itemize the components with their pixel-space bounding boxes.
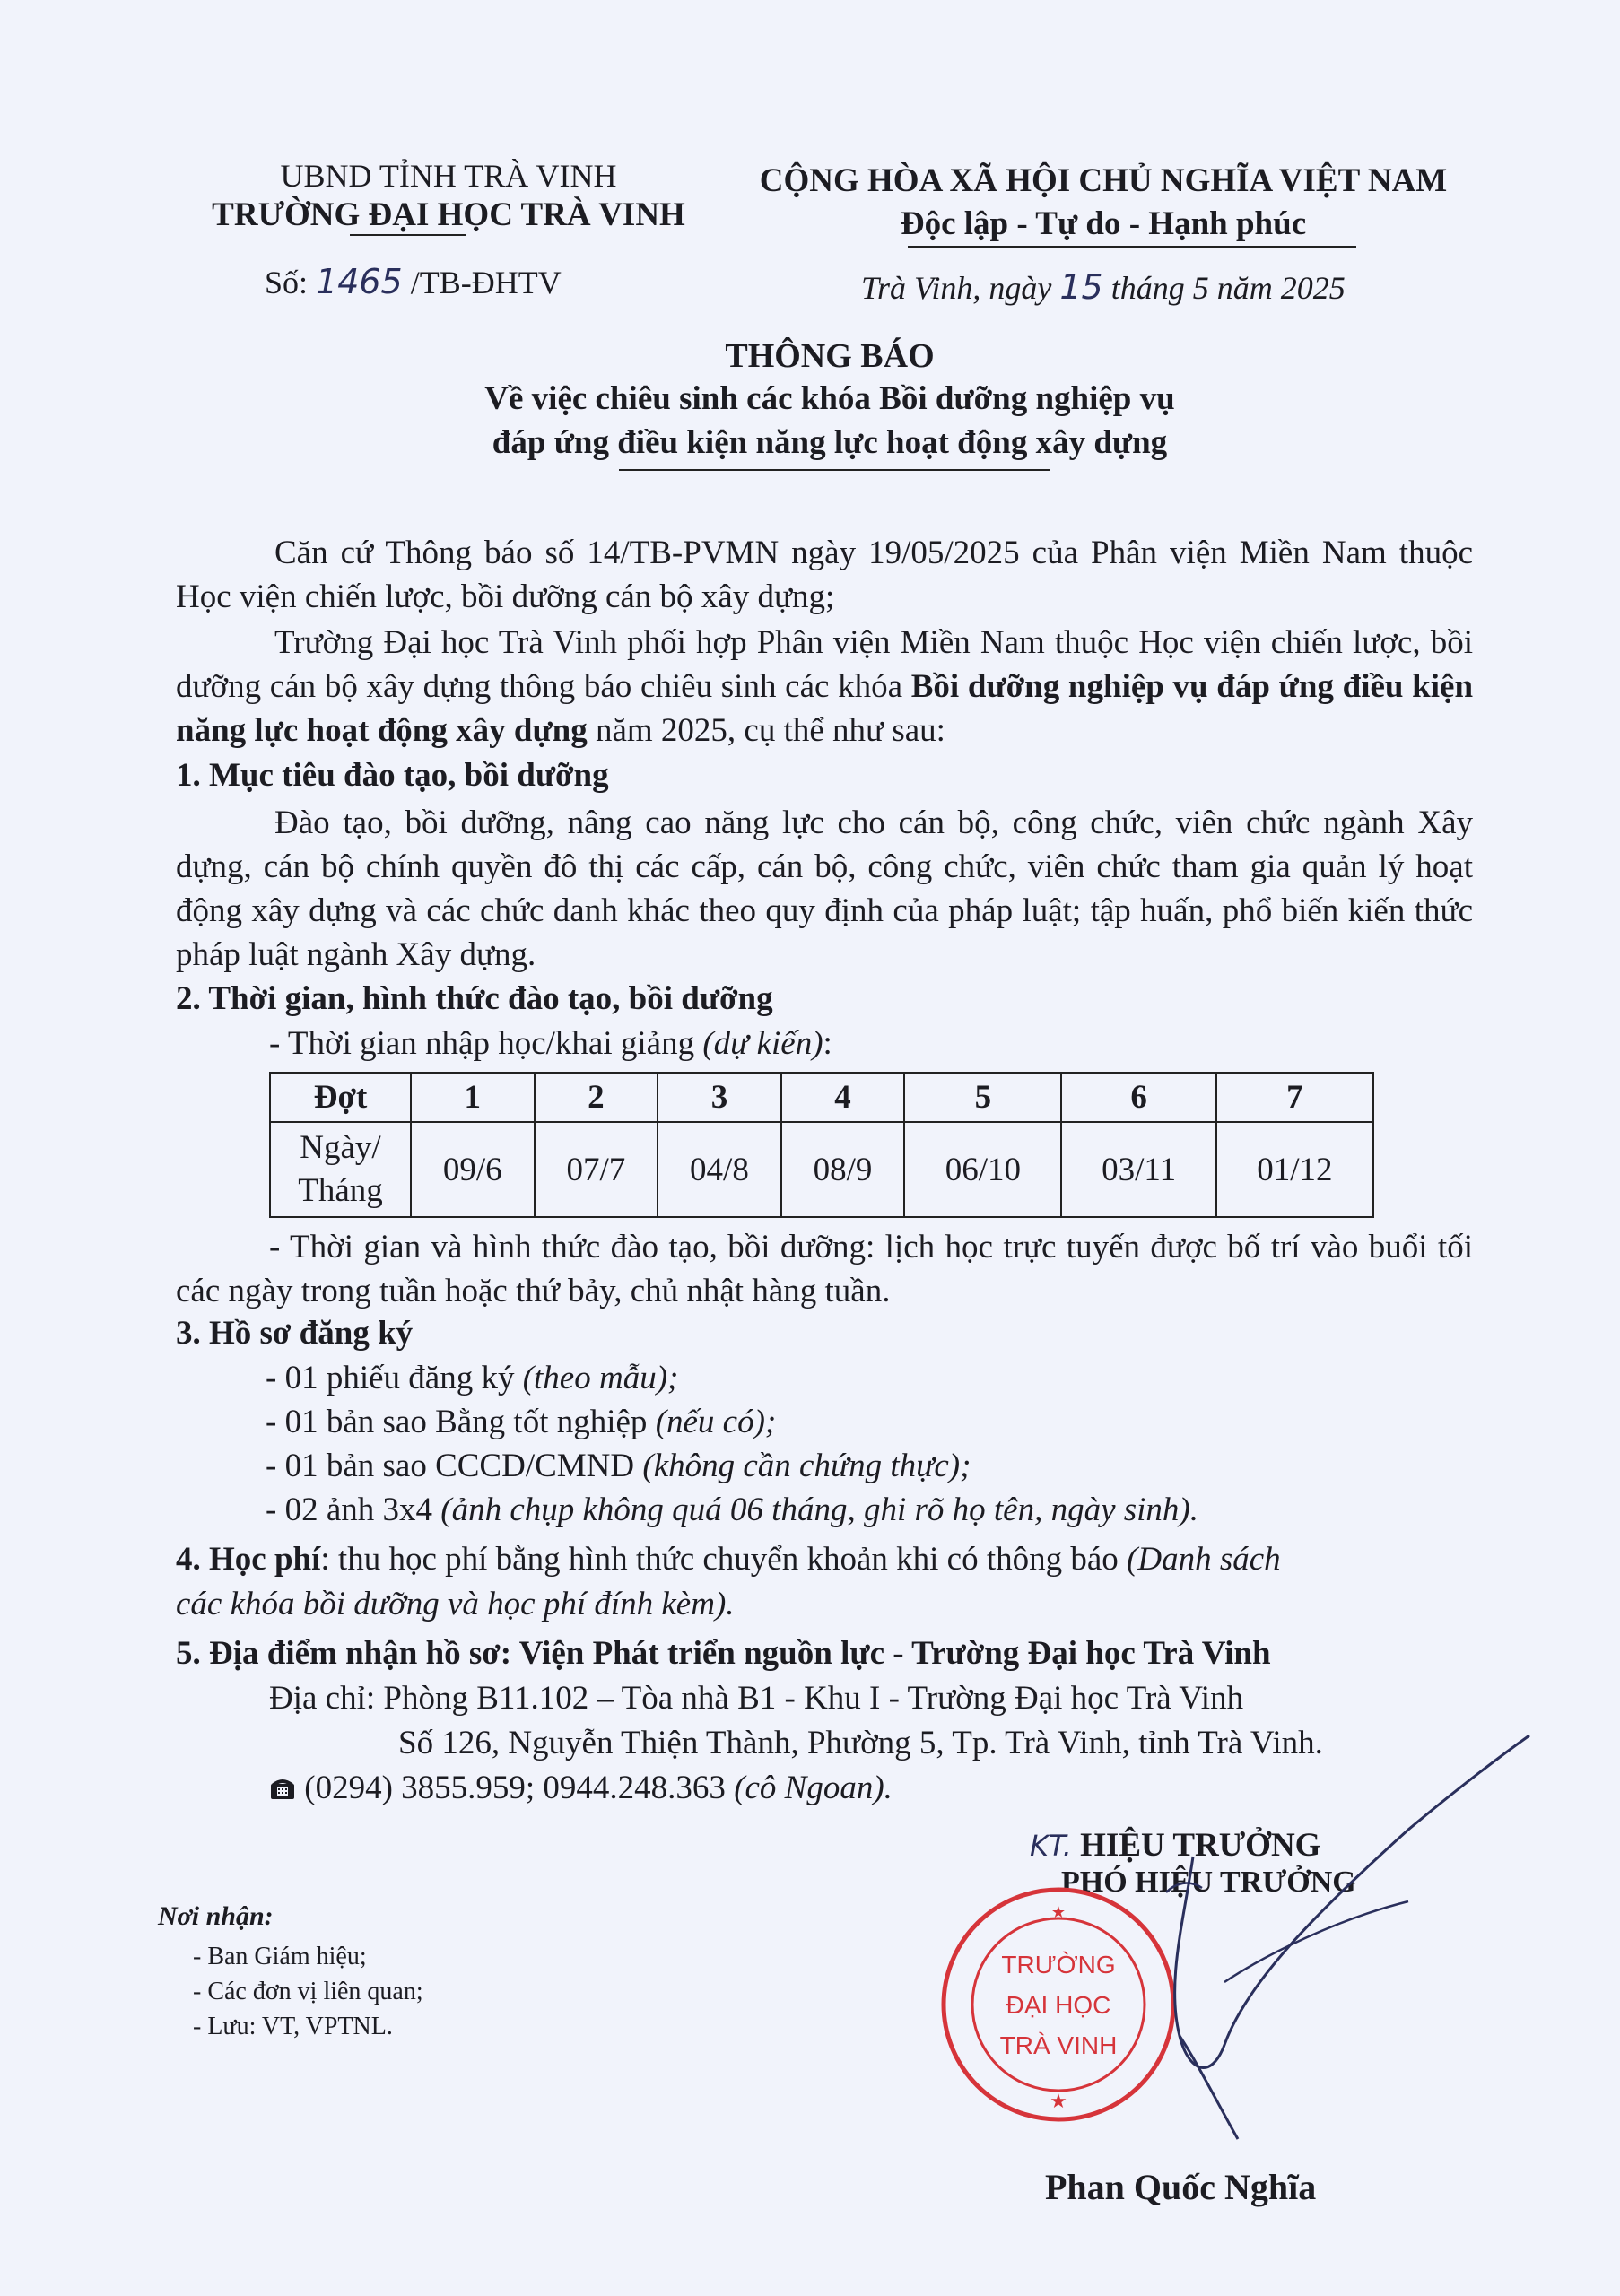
header-underline-left xyxy=(350,234,466,236)
seal-text-line2: ĐẠI HỌC xyxy=(1006,1991,1111,2019)
doc-no-handwritten: 1465 xyxy=(316,262,403,301)
recipient-item: - Lưu: VT, VPTNL. xyxy=(193,2013,393,2040)
document-item xyxy=(266,1447,971,1485)
section5-address2: Số 126, Nguyễn Thiện Thành, Phường 5, Tp. Trà Vinh, tỉnh Trà Vinh. xyxy=(398,1725,1323,1761)
schedule-batch: 4 xyxy=(781,1073,905,1122)
intro-p2-end: năm 2025, cụ thể như sau: xyxy=(595,712,945,749)
handwritten-signature xyxy=(1032,1686,1534,2152)
item-note: (theo mẫu); xyxy=(522,1360,679,1396)
document-item xyxy=(266,1403,776,1441)
schedule-batch: 3 xyxy=(658,1073,781,1122)
schedule-batch: 2 xyxy=(535,1073,658,1122)
schedule-date: 07/7 xyxy=(535,1122,658,1217)
university-name: TRƯỜNG ĐẠI HỌC TRÀ VINH xyxy=(212,196,685,233)
section4-note-line1: (Danh sách xyxy=(1127,1541,1281,1578)
item-text: - 01 phiếu đăng ký xyxy=(266,1360,515,1396)
svg-text:★: ★ xyxy=(1050,2090,1067,2112)
section4-line1 xyxy=(176,1540,1281,1578)
agency-name: UBND TỈNH TRÀ VINH xyxy=(280,158,617,194)
signature-prefix-handwritten: KT. xyxy=(1030,1829,1072,1863)
section5-heading: 5. Địa điểm nhận hồ sơ: Viện Phát triển nguồn lực - Trường Đại học Trà Vinh xyxy=(176,1635,1271,1672)
schedule-date-row xyxy=(270,1122,1373,1217)
document-title: THÔNG BÁO xyxy=(725,337,935,375)
svg-text:★: ★ xyxy=(1050,1903,1067,1921)
recipient-item: - Các đơn vị liên quan; xyxy=(193,1978,423,2005)
intro-p2-text: Trường Đại học Trà Vinh phối hợp Phân viện Miền Nam thuộc Học viện chiến lược, bồi dưỡng cán bộ xây dựng thông báo chiêu sinh các khóa xyxy=(176,624,1473,705)
phone-contact: (cô Ngoan). xyxy=(734,1770,893,1806)
header-underline-right xyxy=(908,246,1356,248)
section2-line2: - Thời gian và hình thức đào tạo, bồi dưỡng: lịch học trực tuyến được bố trí vào buổi tối các ngày trong tuần hoặc thứ bảy, chủ nhật hàng tuần. xyxy=(176,1229,1473,1309)
section2-line1-text: - Thời gian nhập học/khai giảng xyxy=(269,1025,695,1062)
item-note: (nếu có); xyxy=(655,1404,777,1440)
section2-heading: 2. Thời gian, hình thức đào tạo, bồi dưỡng xyxy=(176,980,773,1017)
item-text: - 01 bản sao Bằng tốt nghiệp xyxy=(266,1404,648,1440)
document-item xyxy=(266,1491,1198,1529)
date-prefix: Trà Vinh, ngày xyxy=(861,270,1052,306)
issue-date xyxy=(861,267,1346,307)
schedule-date: 04/8 xyxy=(658,1122,781,1217)
schedule-header-row xyxy=(270,1073,1373,1122)
section1-body: Đào tạo, bồi dưỡng, nâng cao năng lực cho cán bộ, công chức, viên chức ngành Xây dựng, cán bộ chính quyền đô thị các cấp, cán bộ, công chức, viên chức tham gia quản lý hoạt động xây dựng và các chức danh khác theo quy định của pháp luật; tập huấn, phổ biến kiến thức pháp luật ngành Xây dựng. xyxy=(176,804,1473,973)
schedule-header-label: Đợt xyxy=(270,1073,411,1122)
signature-title1: HIỆU TRƯỞNG xyxy=(1080,1827,1321,1864)
seal-text-line3: TRÀ VINH xyxy=(999,2031,1118,2059)
section2-line1 xyxy=(269,1024,832,1063)
doc-no-prefix: Số: xyxy=(265,265,309,300)
title-underline xyxy=(619,469,1050,471)
row-label-line2: Tháng xyxy=(298,1172,383,1209)
schedule-date: 06/10 xyxy=(904,1122,1061,1217)
signer-name: Phan Quốc Nghĩa xyxy=(1045,2167,1317,2207)
schedule-table xyxy=(269,1072,1374,1218)
intro-p2-bold: Bồi dưỡng nghiệp vụ đáp ứng điều kiện năng lực hoạt động xây dựng xyxy=(176,668,1474,749)
document-item xyxy=(266,1359,678,1397)
item-text: - 01 bản sao CCCD/CMND xyxy=(266,1448,635,1484)
intro-paragraph-1: Căn cứ Thông báo số 14/TB-PVMN ngày 19/05/2025 của Phân viện Miền Nam thuộc Học viện chiến lược, bồi dưỡng cán bộ xây dựng; xyxy=(176,535,1473,615)
item-note: (ảnh chụp không quá 06 tháng, ghi rõ họ tên, ngày sinh). xyxy=(440,1492,1198,1528)
doc-no-suffix: /TB-ĐHTV xyxy=(410,265,562,300)
section4-note-line2: các khóa bồi dưỡng và học phí đính kèm). xyxy=(176,1586,735,1622)
phone-numbers: (0294) 3855.959; 0944.248.363 xyxy=(304,1770,726,1806)
section2-line1-colon: : xyxy=(823,1025,832,1062)
signature-title-line2: PHÓ HIỆU TRƯỞNG xyxy=(1061,1866,1356,1899)
document-subtitle-line2: đáp ứng điều kiện năng lực hoạt động xây dựng xyxy=(492,424,1168,461)
recipients-title: Nơi nhận: xyxy=(158,1901,274,1931)
intro-paragraph-2 xyxy=(176,621,1473,752)
section1-heading: 1. Mục tiêu đào tạo, bồi dưỡng xyxy=(176,757,609,794)
row-label-line1: Ngày/ xyxy=(300,1129,381,1166)
date-suffix: tháng 5 năm 2025 xyxy=(1110,270,1346,306)
schedule-batch: 7 xyxy=(1216,1073,1373,1122)
national-motto: Độc lập - Tự do - Hạnh phúc xyxy=(900,205,1307,242)
phone-icon xyxy=(269,1771,296,1796)
schedule-batch: 6 xyxy=(1061,1073,1215,1122)
schedule-row-label xyxy=(270,1122,411,1217)
recipient-item: - Ban Giám hiệu; xyxy=(193,1943,367,1970)
schedule-batch: 1 xyxy=(411,1073,535,1122)
document-number xyxy=(265,262,562,301)
section5-address1: Địa chỉ: Phòng B11.102 – Tòa nhà B1 - Khu I - Trường Đại học Trà Vinh xyxy=(269,1680,1244,1717)
schedule-date: 08/9 xyxy=(781,1122,905,1217)
schedule-date: 03/11 xyxy=(1061,1122,1215,1217)
schedule-date: 01/12 xyxy=(1216,1122,1373,1217)
date-day-handwritten: 15 xyxy=(1059,267,1103,307)
section4-heading: 4. Học phí xyxy=(176,1541,321,1578)
section3-heading: 3. Hồ sơ đăng ký xyxy=(176,1315,414,1352)
seal-text-line1: TRƯỜNG xyxy=(1001,1951,1116,1979)
section4-text: : thu học phí bằng hình thức chuyển khoản khi có thông báo xyxy=(320,1541,1119,1578)
national-title: CỘNG HÒA XÃ HỘI CHỦ NGHĨA VIỆT NAM xyxy=(759,162,1448,199)
item-note: (không cần chứng thực); xyxy=(642,1448,971,1484)
schedule-date: 09/6 xyxy=(411,1122,535,1217)
section2-line1-note: (dự kiến) xyxy=(702,1025,823,1062)
document-subtitle-line1: Về việc chiêu sinh các khóa Bồi dưỡng nghiệp vụ xyxy=(484,380,1175,417)
section5-phone-line xyxy=(269,1769,893,1807)
schedule-batch: 5 xyxy=(904,1073,1061,1122)
item-text: - 02 ảnh 3x4 xyxy=(266,1492,432,1528)
